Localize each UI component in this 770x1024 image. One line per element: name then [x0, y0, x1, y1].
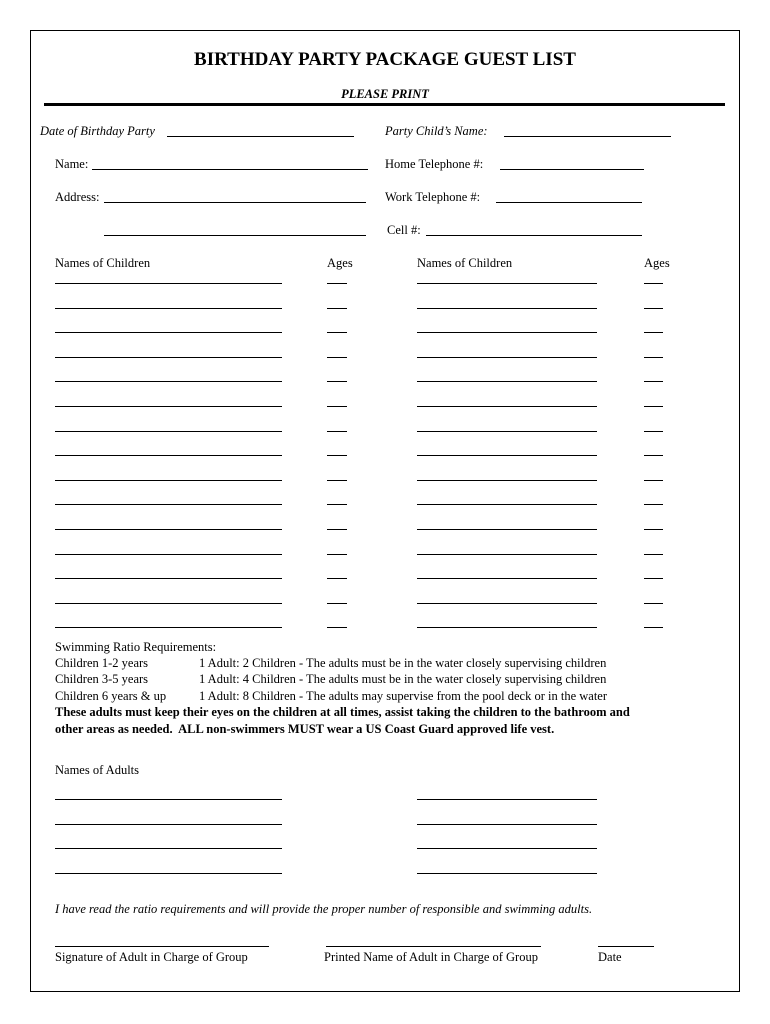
signature-line[interactable] [55, 946, 269, 947]
child-age-left-field[interactable] [327, 627, 347, 628]
child-name-right-field[interactable] [417, 406, 597, 407]
adult-name-right-field[interactable] [417, 824, 597, 825]
child-age-right-field[interactable] [644, 504, 663, 505]
adult-name-right-field[interactable] [417, 848, 597, 849]
child-age-left-field[interactable] [327, 431, 347, 432]
name-label: Name: [55, 157, 89, 171]
work-phone-label: Work Telephone #: [385, 190, 481, 204]
child-age-left-field[interactable] [327, 455, 347, 456]
child-age-right-field[interactable] [644, 455, 663, 456]
children-ages-header-right: Ages [644, 256, 670, 270]
child-age-left-field[interactable] [327, 357, 347, 358]
child-name-left-field[interactable] [55, 283, 282, 284]
child-age-right-field[interactable] [644, 578, 663, 579]
printed-name-line[interactable] [326, 946, 541, 947]
child-age-right-field[interactable] [644, 627, 663, 628]
child-name-right-field[interactable] [417, 529, 597, 530]
child-name-right-field[interactable] [417, 480, 597, 481]
child-age-left-field[interactable] [327, 283, 347, 284]
name-field[interactable] [92, 169, 368, 170]
child-age-left-field[interactable] [327, 381, 347, 382]
child-name-right-field[interactable] [417, 332, 597, 333]
child-name-left-field[interactable] [55, 554, 282, 555]
date-of-party-label: Date of Birthday Party [40, 124, 155, 138]
child-name-left-field[interactable] [55, 529, 282, 530]
adult-name-right-field[interactable] [417, 799, 597, 800]
ratio-group-2: Children 3-5 years [55, 672, 149, 686]
child-name-left-field[interactable] [55, 357, 282, 358]
child-age-left-field[interactable] [327, 308, 347, 309]
child-age-right-field[interactable] [644, 554, 663, 555]
child-age-right-field[interactable] [644, 357, 663, 358]
address-line2-field[interactable] [104, 235, 366, 236]
home-phone-field[interactable] [500, 169, 644, 170]
child-name-right-field[interactable] [417, 357, 597, 358]
child-name-right-field[interactable] [417, 504, 597, 505]
child-name-right-field[interactable] [417, 431, 597, 432]
ratio-group-3: Children 6 years & up [55, 689, 167, 703]
children-names-header-left: Names of Children [55, 256, 151, 270]
address-field[interactable] [104, 202, 366, 203]
children-names-header-right: Names of Children [417, 256, 513, 270]
child-name-left-field[interactable] [55, 308, 282, 309]
child-age-right-field[interactable] [644, 283, 663, 284]
cell-label: Cell #: [387, 223, 421, 237]
child-age-right-field[interactable] [644, 308, 663, 309]
child-name-right-field[interactable] [417, 283, 597, 284]
title-rule [44, 103, 725, 106]
printed-name-label: Printed Name of Adult in Charge of Group [324, 950, 538, 964]
child-name-left-field[interactable] [55, 603, 282, 604]
ratio-rule-3: 1 Adult: 8 Children - The adults may supervise from the pool deck or in the water [199, 689, 608, 703]
child-age-right-field[interactable] [644, 480, 663, 481]
ratio-heading: Swimming Ratio Requirements: [55, 640, 217, 654]
form-title: BIRTHDAY PARTY PACKAGE GUEST LIST [194, 49, 576, 70]
child-name-right-field[interactable] [417, 455, 597, 456]
child-name-right-field[interactable] [417, 308, 597, 309]
date-label: Date [598, 950, 622, 964]
address-label: Address: [55, 190, 100, 204]
child-age-left-field[interactable] [327, 529, 347, 530]
child-age-right-field[interactable] [644, 406, 663, 407]
party-child-name-label: Party Child’s Name: [385, 124, 488, 138]
child-age-left-field[interactable] [327, 406, 347, 407]
child-name-right-field[interactable] [417, 381, 597, 382]
child-name-right-field[interactable] [417, 603, 597, 604]
child-age-right-field[interactable] [644, 603, 663, 604]
adult-name-right-field[interactable] [417, 873, 597, 874]
child-age-left-field[interactable] [327, 554, 347, 555]
signature-label: Signature of Adult in Charge of Group [55, 950, 248, 964]
home-phone-label: Home Telephone #: [385, 157, 484, 171]
party-child-name-field[interactable] [504, 136, 671, 137]
certification-statement: I have read the ratio requirements and will provide the proper number of responsible and swimming adults. [55, 902, 593, 916]
child-name-left-field[interactable] [55, 480, 282, 481]
child-name-right-field[interactable] [417, 578, 597, 579]
child-age-right-field[interactable] [644, 332, 663, 333]
child-age-left-field[interactable] [327, 332, 347, 333]
adult-name-left-field[interactable] [55, 848, 282, 849]
adult-name-left-field[interactable] [55, 824, 282, 825]
ratio-group-1: Children 1-2 years [55, 656, 149, 670]
ratio-note-line-2: other areas as needed. ALL non-swimmers MUST wear a US Coast Guard approved life vest. [55, 722, 555, 736]
adult-name-left-field[interactable] [55, 873, 282, 874]
child-name-right-field[interactable] [417, 554, 597, 555]
adult-name-left-field[interactable] [55, 799, 282, 800]
child-name-left-field[interactable] [55, 504, 282, 505]
child-name-right-field[interactable] [417, 627, 597, 628]
date-of-party-field[interactable] [167, 136, 354, 137]
child-age-left-field[interactable] [327, 603, 347, 604]
child-name-left-field[interactable] [55, 578, 282, 579]
child-age-right-field[interactable] [644, 431, 663, 432]
please-print-note: PLEASE PRINT [341, 87, 429, 101]
child-name-left-field[interactable] [55, 455, 282, 456]
child-age-left-field[interactable] [327, 578, 347, 579]
ratio-rule-2: 1 Adult: 4 Children - The adults must be in the water closely supervising children [199, 672, 607, 686]
child-age-left-field[interactable] [327, 504, 347, 505]
adults-heading: Names of Adults [55, 763, 140, 777]
child-name-left-field[interactable] [55, 431, 282, 432]
child-name-left-field[interactable] [55, 381, 282, 382]
child-name-left-field[interactable] [55, 627, 282, 628]
ratio-rule-1: 1 Adult: 2 Children - The adults must be in the water closely supervising children [199, 656, 607, 670]
work-phone-field[interactable] [496, 202, 642, 203]
children-ages-header-left: Ages [327, 256, 353, 270]
ratio-note-line-1: These adults must keep their eyes on the children at all times, assist taking the children to the bathroom and [55, 705, 630, 719]
child-name-left-field[interactable] [55, 406, 282, 407]
cell-field[interactable] [426, 235, 642, 236]
child-name-left-field[interactable] [55, 332, 282, 333]
child-age-right-field[interactable] [644, 529, 663, 530]
child-age-left-field[interactable] [327, 480, 347, 481]
child-age-right-field[interactable] [644, 381, 663, 382]
date-line[interactable] [598, 946, 654, 947]
